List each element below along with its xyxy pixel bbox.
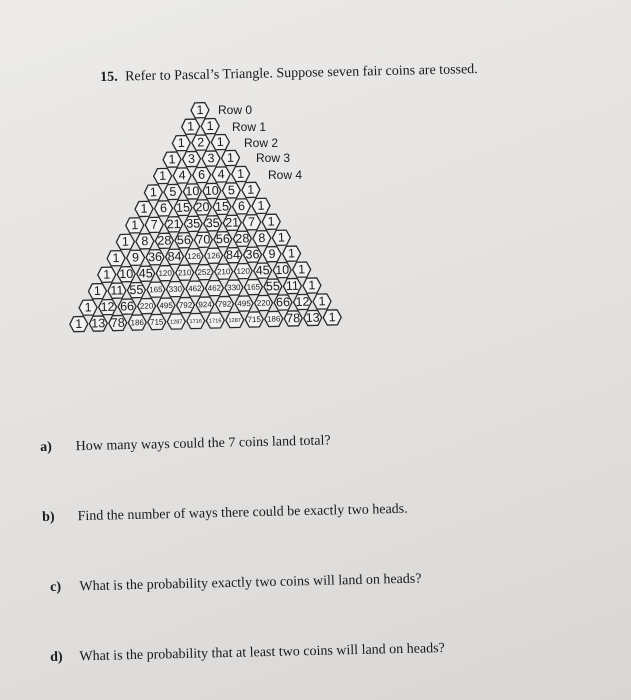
- triangle-cell: [155, 233, 173, 248]
- triangle-cell: [184, 216, 202, 231]
- triangle-cell: [215, 296, 233, 311]
- svg-text:10: 10: [185, 184, 200, 199]
- triangle-cell: [196, 297, 214, 312]
- svg-text:1: 1: [93, 283, 102, 299]
- triangle-cell: [126, 250, 144, 265]
- triangle-cell: [191, 102, 209, 117]
- triangle-cell: [195, 264, 213, 279]
- triangle-cell: [172, 135, 190, 150]
- svg-text:1: 1: [236, 166, 245, 181]
- triangle-cell: [263, 246, 281, 261]
- triangle-cell: [148, 314, 166, 329]
- triangle-cell: [174, 200, 192, 215]
- svg-text:8: 8: [258, 230, 266, 246]
- svg-text:1: 1: [186, 119, 195, 134]
- svg-text:56: 56: [215, 231, 230, 247]
- triangle-cell: [70, 316, 88, 331]
- triangle-cell: [89, 316, 107, 331]
- triangle-cell: [193, 200, 211, 215]
- svg-text:120: 120: [158, 268, 173, 278]
- triangle-cell: [214, 232, 232, 247]
- triangle-cell: [98, 267, 116, 282]
- triangle-cell: [254, 295, 272, 310]
- svg-text:3: 3: [207, 151, 215, 166]
- svg-text:66: 66: [119, 299, 135, 314]
- triangle-cell: [201, 118, 219, 133]
- triangle-cell: [313, 294, 331, 309]
- triangle-cell: [107, 251, 125, 266]
- triangle-cell: [108, 283, 126, 298]
- svg-text:220: 220: [139, 301, 154, 311]
- triangle-cell: [165, 249, 183, 264]
- svg-text:6: 6: [159, 201, 168, 216]
- svg-text:78: 78: [286, 311, 301, 326]
- triangle-cell: [109, 315, 127, 330]
- triangle-cell: [118, 299, 136, 314]
- triangle-cell: [167, 314, 185, 329]
- triangle-cell: [234, 263, 252, 278]
- question-text: Find the number of ways there could be exactly two heads.: [77, 501, 408, 525]
- svg-text:792: 792: [217, 299, 232, 309]
- triangle-cell: [253, 231, 271, 246]
- svg-text:20: 20: [195, 200, 210, 215]
- svg-text:84: 84: [225, 247, 241, 263]
- triangle-cell: [186, 281, 204, 296]
- svg-text:1: 1: [159, 168, 167, 183]
- svg-text:1: 1: [140, 201, 148, 216]
- triangle-cell: [221, 150, 239, 165]
- question-text: What is the probability exactly two coins will land on heads?: [79, 571, 422, 595]
- triangle-cell: [204, 248, 222, 263]
- triangle-cell: [204, 216, 222, 231]
- question-letter: b): [42, 509, 55, 525]
- svg-text:186: 186: [130, 317, 145, 328]
- question-d: [50, 641, 445, 666]
- svg-text:28: 28: [235, 231, 250, 246]
- triangle-cell: [157, 298, 175, 313]
- triangle-cell: [293, 294, 311, 309]
- svg-text:35: 35: [205, 215, 220, 231]
- triangle-cell: [231, 166, 249, 181]
- triangle-cell: [128, 315, 146, 330]
- triangle-cell: [233, 231, 251, 246]
- triangle-cell: [116, 234, 134, 249]
- svg-text:10: 10: [275, 262, 290, 278]
- svg-text:4: 4: [178, 168, 186, 183]
- svg-text:495: 495: [159, 301, 173, 311]
- svg-text:330: 330: [168, 284, 183, 294]
- triangle-cell: [243, 215, 261, 230]
- svg-text:12: 12: [100, 299, 115, 315]
- row-label: Row 0: [218, 103, 253, 117]
- svg-text:715: 715: [149, 317, 164, 327]
- svg-text:1: 1: [177, 135, 185, 151]
- svg-text:10: 10: [204, 183, 219, 198]
- svg-text:1: 1: [318, 294, 326, 309]
- triangle-cell: [166, 281, 184, 296]
- triangle-cell: [262, 214, 280, 229]
- svg-text:15: 15: [175, 200, 191, 215]
- row-label: Row 4: [268, 168, 303, 182]
- svg-text:1: 1: [328, 310, 336, 325]
- svg-text:5: 5: [169, 184, 177, 199]
- svg-text:165: 165: [149, 285, 163, 295]
- svg-text:1: 1: [226, 150, 235, 165]
- triangle-cell: [242, 182, 260, 197]
- triangle-cell: [182, 119, 200, 134]
- svg-text:1: 1: [168, 152, 176, 167]
- triangle-cell: [253, 263, 271, 278]
- svg-text:21: 21: [166, 216, 181, 232]
- triangle-cell: [215, 264, 233, 279]
- triangle-cell: [192, 135, 210, 150]
- triangle-cell: [252, 198, 270, 213]
- triangle-cell: [88, 283, 106, 298]
- svg-text:9: 9: [131, 250, 140, 265]
- triangle-cell: [165, 217, 183, 232]
- svg-text:924: 924: [198, 299, 212, 310]
- triangle-cell: [222, 183, 240, 198]
- triangle-cell: [117, 266, 135, 281]
- triangle-cell: [187, 313, 205, 328]
- svg-text:4: 4: [217, 167, 225, 182]
- question-text: What is the probability that at least two coins will land on heads?: [79, 641, 445, 665]
- svg-text:1: 1: [121, 234, 130, 249]
- svg-text:220: 220: [256, 298, 271, 308]
- svg-text:252: 252: [197, 267, 212, 277]
- triangle-cell: [213, 199, 231, 214]
- svg-text:36: 36: [245, 247, 260, 262]
- triangle-cell: [273, 262, 291, 277]
- svg-text:15: 15: [214, 199, 230, 214]
- svg-text:7: 7: [248, 215, 256, 230]
- triangle-cell: [223, 215, 241, 230]
- svg-text:2: 2: [197, 135, 205, 150]
- pascals-triangle: [37, 92, 384, 361]
- triangle-cell: [127, 282, 145, 297]
- svg-text:55: 55: [265, 279, 280, 294]
- triangle-cell: [225, 280, 243, 295]
- triangle-cell: [202, 151, 220, 166]
- triangle-cell: [146, 250, 164, 265]
- svg-text:1287: 1287: [169, 319, 183, 326]
- triangle-cell: [182, 151, 200, 166]
- svg-text:120: 120: [236, 266, 250, 276]
- svg-text:6: 6: [197, 167, 206, 182]
- triangle-cell: [272, 230, 290, 245]
- triangle-cell: [135, 201, 153, 216]
- svg-text:1287: 1287: [228, 317, 242, 325]
- triangle-cell: [183, 184, 201, 199]
- triangle-cell: [145, 217, 163, 232]
- svg-text:1: 1: [287, 246, 296, 261]
- row-label: Row 2: [244, 136, 279, 150]
- svg-text:7: 7: [150, 217, 158, 232]
- triangle-cell: [79, 300, 97, 315]
- triangle-cell: [235, 296, 253, 311]
- question-a: [40, 433, 331, 456]
- triangle-cell: [243, 247, 261, 262]
- triangle-cell: [274, 295, 292, 310]
- svg-text:56: 56: [176, 232, 191, 248]
- svg-text:186: 186: [266, 314, 281, 324]
- row-label: Row 3: [256, 151, 291, 165]
- svg-text:1: 1: [277, 230, 285, 245]
- triangle-cell: [154, 201, 172, 216]
- svg-text:126: 126: [206, 251, 221, 261]
- svg-text:1: 1: [216, 134, 224, 149]
- svg-text:1: 1: [149, 185, 158, 200]
- svg-text:35: 35: [186, 216, 201, 231]
- triangle-cell: [205, 280, 223, 295]
- svg-text:78: 78: [110, 315, 125, 331]
- svg-text:36: 36: [147, 249, 163, 265]
- svg-text:11: 11: [285, 278, 300, 294]
- triangle-cell: [136, 234, 154, 249]
- triangle-cell: [137, 298, 155, 313]
- triangle-cell: [265, 311, 283, 326]
- svg-text:715: 715: [247, 314, 262, 325]
- triangle-cell: [175, 233, 193, 248]
- svg-text:165: 165: [246, 282, 261, 292]
- svg-text:70: 70: [196, 232, 211, 247]
- svg-text:1: 1: [308, 278, 316, 293]
- triangle-cell: [194, 232, 212, 247]
- triangle-cell: [323, 310, 341, 325]
- question-letter: a): [40, 439, 53, 455]
- triangle-cell: [303, 278, 321, 293]
- triangle-cell: [203, 183, 221, 198]
- svg-text:1: 1: [298, 262, 306, 277]
- svg-text:9: 9: [268, 246, 276, 262]
- svg-text:5: 5: [227, 183, 235, 198]
- svg-text:8: 8: [141, 234, 149, 249]
- triangle-cell: [147, 282, 165, 297]
- triangle-cell: [176, 265, 194, 280]
- triangle-cell: [292, 262, 310, 277]
- triangle-cell: [283, 278, 301, 293]
- triangle-cell: [224, 247, 242, 262]
- triangle-cell: [98, 299, 116, 314]
- triangle-cell: [244, 279, 262, 294]
- triangle-cell: [144, 185, 162, 200]
- svg-text:1: 1: [267, 214, 275, 229]
- triangle-cell: [164, 184, 182, 199]
- triangle-cell: [212, 167, 230, 182]
- triangle-cell: [126, 218, 144, 233]
- triangle-cell: [137, 266, 155, 281]
- triangle-cell: [282, 246, 300, 261]
- svg-text:21: 21: [225, 215, 240, 230]
- triangle-cell: [304, 310, 322, 325]
- triangle-cell: [173, 168, 191, 183]
- triangle-cell: [176, 297, 194, 312]
- svg-text:13: 13: [305, 310, 320, 325]
- svg-text:66: 66: [275, 295, 291, 310]
- svg-text:45: 45: [138, 266, 153, 281]
- svg-text:6: 6: [237, 199, 246, 214]
- svg-text:1: 1: [103, 267, 111, 282]
- triangle-cell: [226, 312, 244, 327]
- svg-text:11: 11: [110, 283, 124, 298]
- svg-text:3: 3: [187, 151, 196, 166]
- svg-text:1: 1: [112, 250, 120, 266]
- triangle-cell: [156, 265, 174, 280]
- svg-text:13: 13: [91, 316, 106, 331]
- svg-text:1: 1: [257, 198, 265, 213]
- svg-text:210: 210: [177, 268, 192, 278]
- svg-text:84: 84: [167, 249, 182, 264]
- svg-text:330: 330: [227, 283, 241, 293]
- svg-text:1: 1: [196, 102, 204, 118]
- question-letter: d): [50, 649, 63, 665]
- svg-text:1: 1: [75, 316, 83, 331]
- triangle-cell: [211, 134, 229, 149]
- svg-text:10: 10: [119, 266, 134, 282]
- svg-text:1716: 1716: [189, 318, 203, 326]
- svg-text:495: 495: [237, 298, 251, 309]
- svg-text:55: 55: [129, 282, 144, 298]
- problem-statement: [100, 62, 478, 86]
- svg-text:1716: 1716: [208, 318, 222, 325]
- triangle-cell: [163, 152, 181, 167]
- question-c: [50, 572, 422, 596]
- triangle-cell: [153, 168, 171, 183]
- svg-text:792: 792: [178, 300, 193, 310]
- triangle-cell: [264, 279, 282, 294]
- triangle-cell: [185, 248, 203, 263]
- svg-text:12: 12: [295, 294, 310, 309]
- triangle-cell: [245, 312, 263, 327]
- triangle-cell: [192, 167, 210, 182]
- svg-text:1: 1: [84, 300, 92, 315]
- question-letter: c): [50, 579, 62, 595]
- svg-text:28: 28: [157, 233, 172, 248]
- svg-text:1: 1: [131, 218, 139, 233]
- svg-text:210: 210: [216, 267, 231, 277]
- svg-text:45: 45: [255, 263, 270, 278]
- triangle-cell: [206, 313, 224, 328]
- question-b: [42, 502, 408, 526]
- triangle-cell: [232, 199, 250, 214]
- svg-text:1: 1: [247, 182, 255, 197]
- problem-number: 15.: [100, 69, 118, 85]
- svg-text:126: 126: [187, 251, 201, 262]
- question-text: How many ways could the 7 coins land total?: [75, 433, 331, 455]
- row-label: Row 1: [232, 120, 267, 134]
- svg-text:1: 1: [206, 118, 214, 134]
- triangle-cell: [284, 311, 302, 326]
- svg-text:462: 462: [207, 283, 222, 293]
- problem-text: Refer to Pascal’s Triangle. Suppose seven fair coins are tossed.: [124, 62, 478, 85]
- svg-text:462: 462: [188, 284, 202, 294]
